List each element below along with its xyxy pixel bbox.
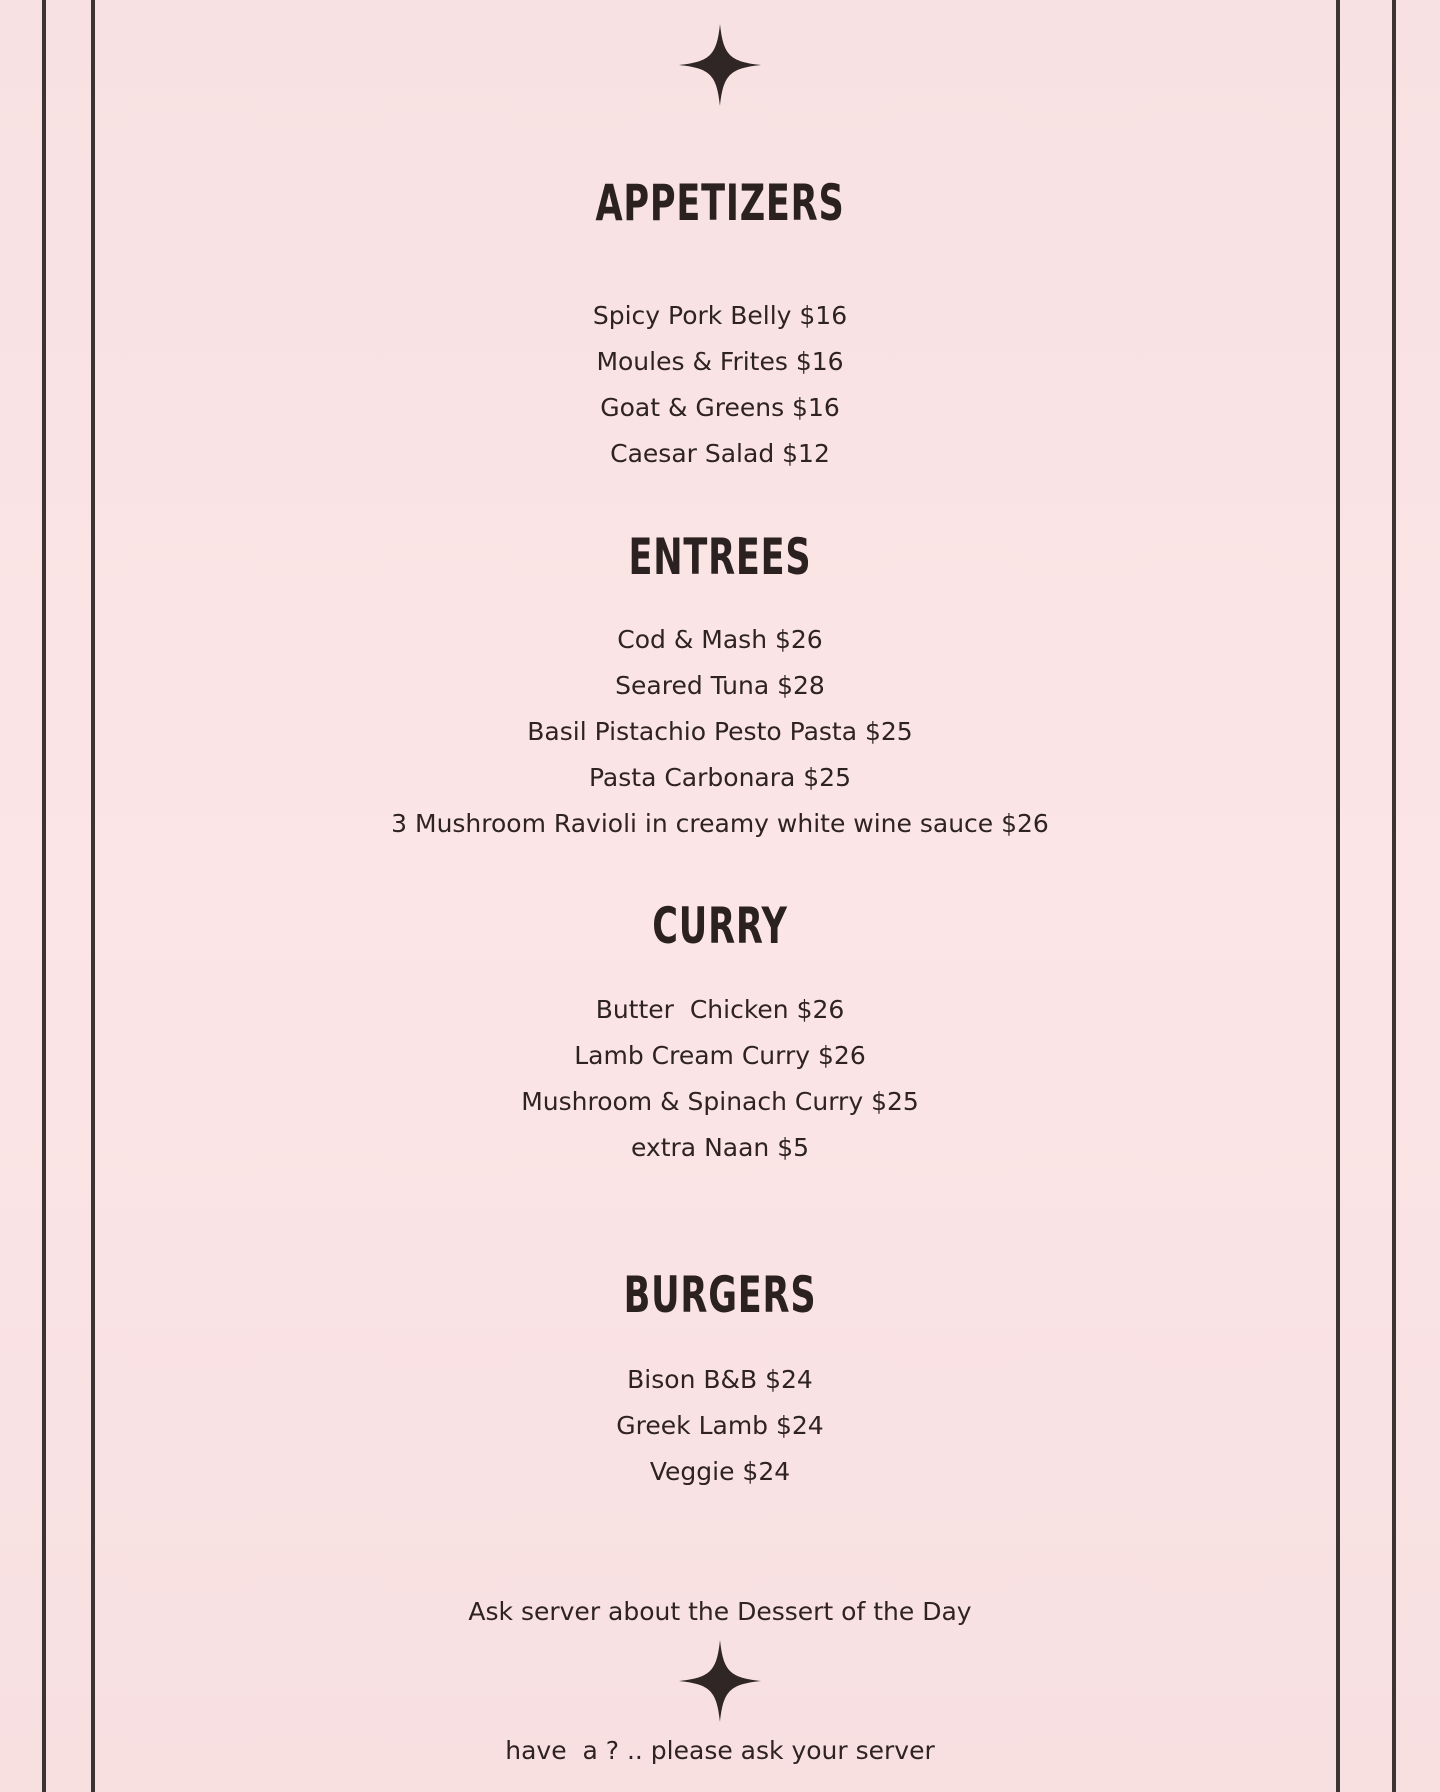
menu-item: Veggie $24 — [649, 1457, 791, 1486]
right-outer-border-line — [1392, 0, 1396, 1792]
menu-item: Goat & Greens $16 — [600, 393, 840, 422]
menu-item: Caesar Salad $12 — [610, 439, 830, 468]
dessert-note: Ask server about the Dessert of the Day — [468, 1597, 972, 1626]
section-heading-curry: CURRY — [652, 897, 788, 955]
footer-note: have a ? .. please ask your server — [505, 1736, 935, 1765]
menu-item: extra Naan $5 — [630, 1133, 810, 1162]
menu-item: Pasta Carbonara $25 — [588, 763, 851, 792]
menu-item: Spicy Pork Belly $16 — [592, 301, 848, 330]
four-point-star-icon — [679, 1640, 761, 1722]
menu-item: Bison B&B $24 — [627, 1365, 813, 1394]
left-inner-border-line — [91, 0, 95, 1792]
appetizers-list — [0, 293, 1440, 477]
menu-item: Moules & Frites $16 — [596, 347, 844, 376]
left-outer-border-line — [42, 0, 46, 1792]
menu-item: Butter Chicken $26 — [595, 995, 845, 1024]
section-heading-burgers: BURGERS — [623, 1266, 817, 1324]
four-point-star-icon — [679, 24, 761, 106]
menu-item: Lamb Cream Curry $26 — [574, 1041, 866, 1070]
menu-item: Cod & Mash $26 — [617, 625, 823, 654]
menu-item: Seared Tuna $28 — [615, 671, 825, 700]
menu-item: Greek Lamb $24 — [616, 1411, 824, 1440]
curry-list — [0, 987, 1440, 1171]
burgers-list — [0, 1357, 1440, 1495]
menu-item: Mushroom & Spinach Curry $25 — [521, 1087, 919, 1116]
entrees-list — [0, 617, 1440, 847]
menu-item: 3 Mushroom Ravioli in creamy white wine sauce $26 — [391, 809, 1049, 838]
menu-item: Basil Pistachio Pesto Pasta $25 — [527, 717, 913, 746]
right-inner-border-line — [1336, 0, 1340, 1792]
section-heading-entrees: ENTREES — [628, 528, 812, 586]
section-heading-appetizers: APPETIZERS — [595, 174, 845, 232]
